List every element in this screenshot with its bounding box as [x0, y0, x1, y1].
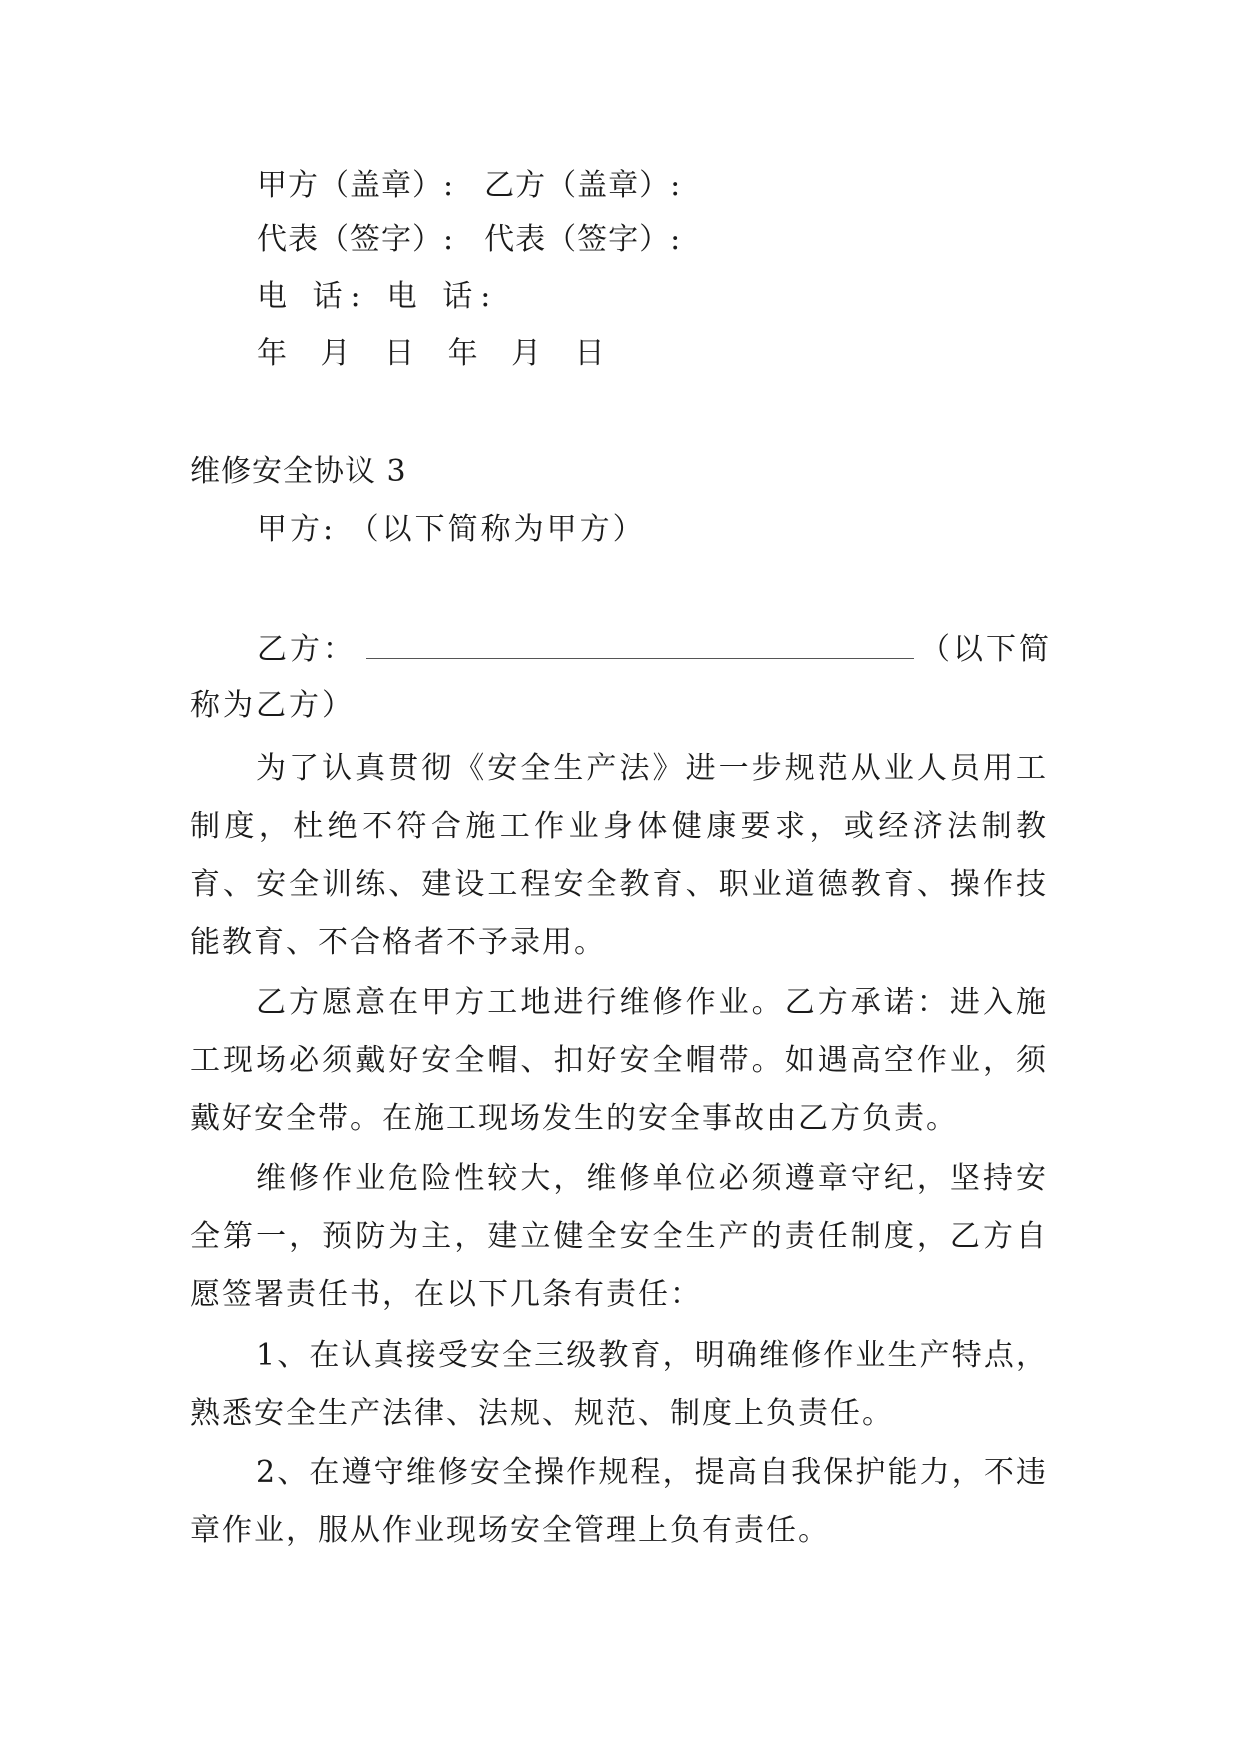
- party-a-seal-label: 甲方（盖章）:: [257, 168, 455, 203]
- party-a-line: 甲方: （以下简称为甲方）: [257, 512, 646, 547]
- paragraph-item-1: 1、在认真接受安全三级教育，明确维修作业生产特点，熟悉安全生产法律、法规、规范、制度上负责任。: [190, 1338, 1048, 1431]
- seal-row: [257, 168, 681, 204]
- party-b-suffix: （以下简: [920, 632, 1052, 667]
- date-row: 年 月 日 年 月 日: [257, 336, 611, 371]
- paragraph-purpose: 为了认真贯彻《安全生产法》进一步规范从业人员用工制度，杜绝不符合施工作业身体健康要求，或经济法制教育、安全训练、建设工程安全教育、职业道德教育、操作技能教育、不合格者不予录用。: [190, 751, 1048, 960]
- paragraph-responsibility: 维修作业危险性较大，维修单位必须遵章守纪，坚持安全第一，预防为主，建立健全安全生产的责任制度，乙方自愿签署责任书，在以下几条有责任：: [190, 1161, 1048, 1312]
- representative-row: [257, 222, 681, 258]
- party-b-label: 乙方：: [257, 632, 356, 667]
- party-b-seal-label: 乙方（盖章）:: [484, 168, 682, 203]
- party-b-continued: 称为乙方）: [190, 688, 355, 723]
- party-a-rep-label: 代表（签字）:: [257, 222, 455, 257]
- party-b-rep-label: 代表（签字）:: [484, 222, 682, 257]
- party-b-phone-label: 电 话:: [386, 279, 499, 314]
- party-a-phone-label: 电 话:: [257, 279, 369, 314]
- party-b-blank: [366, 630, 914, 659]
- phone-row: [257, 279, 498, 315]
- party-b-line: [257, 630, 1052, 668]
- paragraph-commitment: 乙方愿意在甲方工地进行维修作业。乙方承诺：进入施工现场必须戴好安全帽、扣好安全帽带。如遇高空作业，须戴好安全带。在施工现场发生的安全事故由乙方负责。: [190, 985, 1048, 1136]
- agreement-title: 维修安全协议 3: [190, 454, 407, 489]
- paragraph-item-2: 2、在遵守维修安全操作规程，提高自我保护能力，不违章作业，服从作业现场安全管理上负有责任。: [190, 1455, 1048, 1548]
